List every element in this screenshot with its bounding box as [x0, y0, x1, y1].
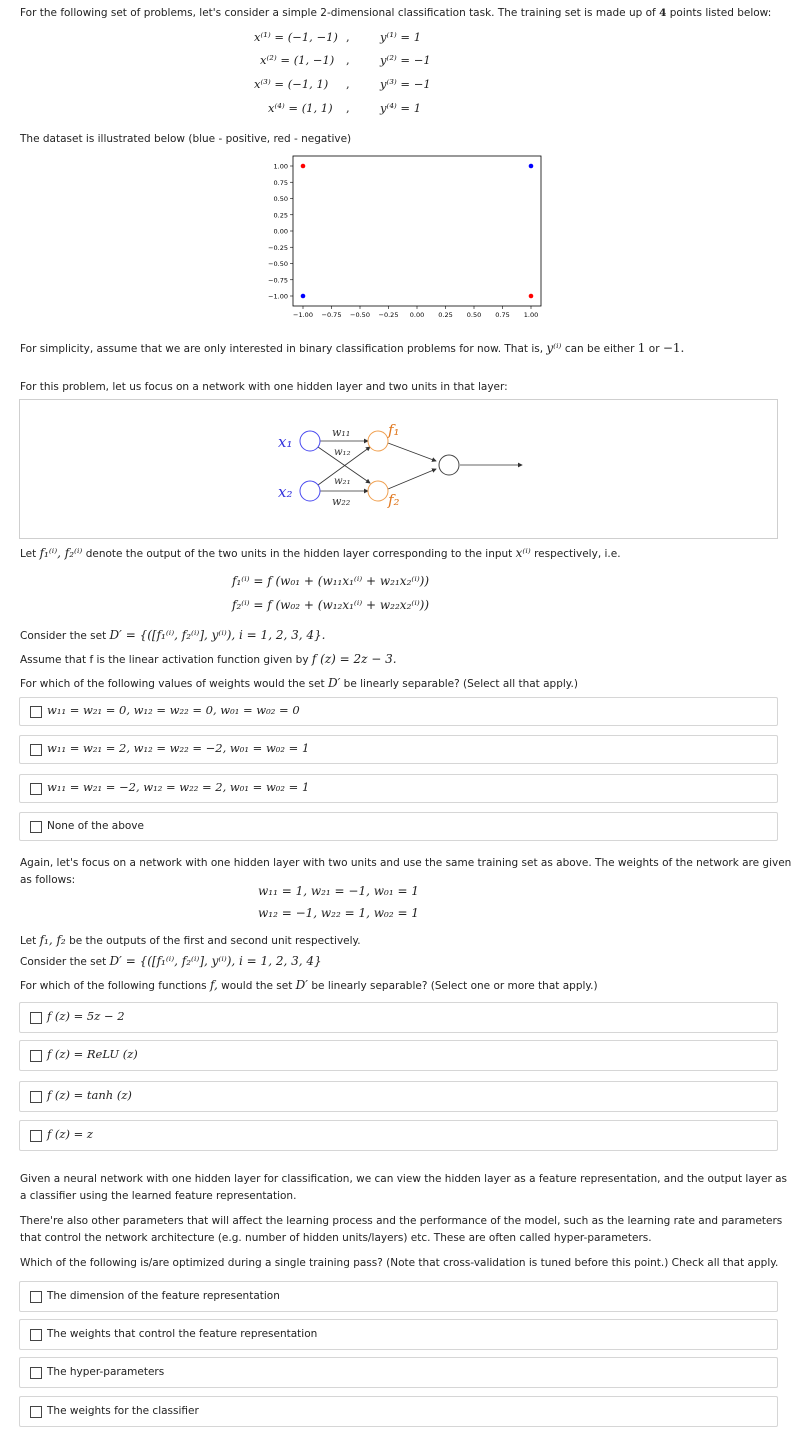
q3-option-3[interactable]	[19, 1357, 778, 1388]
q2-option-4[interactable]	[19, 1120, 778, 1151]
q2-option-1[interactable]	[19, 1002, 778, 1033]
q1-option-2[interactable]	[19, 735, 778, 764]
hyper-text-1: There're also other parameters that will affect the learning process and the performance of the model, such as the learning rate and parameters	[20, 1215, 783, 1227]
training-y-4: y⁽⁴⁾ = 1	[380, 101, 422, 115]
hidden-node-f1	[368, 431, 388, 451]
simplicity-text: For simplicity, assume that we are only interested in binary classification problems for now. That is, y⁽ⁱ⁾ can be either 1 or −1.	[20, 341, 685, 355]
q2-option-3[interactable]	[19, 1081, 778, 1112]
y-tick-label: 0.00	[273, 227, 288, 236]
q2-option-3-label: f (z) = tanh (z)	[47, 1088, 132, 1102]
let-outputs: Let f₁, f₂ be the outputs of the first and second unit respectively.	[20, 933, 361, 947]
x-tick-label: −1.00	[293, 311, 313, 319]
dataset-scatter-chart	[250, 150, 550, 330]
plot-frame	[293, 156, 541, 306]
y-tick-label: 0.75	[273, 178, 288, 187]
q1-option-2-label: w₁₁ = w₂₁ = 2, w₁₂ = w₂₂ = −2, w₀₁ = w₀₂ = 1	[47, 741, 310, 755]
input-node-x1	[300, 431, 320, 451]
x-tick-label: −0.75	[321, 311, 342, 319]
q1-option-1-label: w₁₁ = w₂₁ = 0, w₁₂ = w₂₂ = 0, w₀₁ = w₀₂ = 0	[47, 703, 300, 717]
training-x-1: x⁽¹⁾ = (−1, −1)	[254, 30, 338, 44]
intro-text: For the following set of problems, let's consider a simple 2-dimensional classification task. The training set is made up of 4 points listed below:	[20, 7, 772, 19]
intro-count: 4	[659, 7, 667, 19]
negative-point	[529, 294, 534, 299]
label-x2: x₂	[278, 483, 293, 501]
training-y-1: y⁽¹⁾ = 1	[380, 30, 422, 44]
y-tick-label: 0.50	[273, 195, 288, 203]
question-3: Which of the following is/are optimized during a single training pass? (Note that cross-validation is tuned before this point.) Check all that apply.	[20, 1257, 779, 1269]
positive-point	[301, 294, 306, 299]
label-w11: w₁₁	[332, 426, 351, 439]
q1-option-3[interactable]	[19, 774, 778, 803]
dataset-caption: The dataset is illustrated below (blue - positive, red - negative)	[20, 133, 352, 145]
input-node-x2	[300, 481, 320, 501]
network-diagram	[250, 405, 550, 535]
checkbox[interactable]	[30, 1091, 42, 1103]
let-definition: Let f₁⁽ⁱ⁾, f₂⁽ⁱ⁾ denote the output of the two units in the hidden layer corresponding to the input x⁽ⁱ⁾ respectively, i.e.	[20, 546, 621, 560]
x-tick-label: −0.25	[378, 311, 399, 319]
q2-option-2[interactable]	[19, 1040, 778, 1071]
equation-f1: f₁⁽ⁱ⁾ = f (w₀₁ + (w₁₁x₁⁽ⁱ⁾ + w₂₁x₂⁽ⁱ⁾))	[232, 574, 430, 588]
label-f1: f₁	[388, 421, 400, 439]
negative-point	[301, 164, 306, 169]
training-x-2: x⁽²⁾ = (1, −1)	[260, 53, 335, 67]
q2-option-1-label: f (z) = 5z − 2	[47, 1009, 125, 1023]
q3-option-3-label: The hyper-parameters	[47, 1366, 165, 1378]
y-tick-label: −0.50	[268, 260, 288, 268]
edge-f2-out	[388, 469, 436, 489]
checkbox[interactable]	[30, 706, 42, 718]
training-x-3: x⁽³⁾ = (−1, 1)	[254, 77, 329, 91]
y-tick-label: 1.00	[273, 162, 288, 171]
x-tick-label: 0.25	[438, 311, 453, 319]
checkbox[interactable]	[30, 1406, 42, 1418]
assume-activation: Assume that f is the linear activation function given by f (z) = 2z − 3.	[20, 652, 397, 666]
x-tick-label: 0.75	[495, 311, 510, 319]
x-tick-label: −0.50	[350, 311, 370, 319]
q1-option-3-label: w₁₁ = w₂₁ = −2, w₁₂ = w₂₂ = 2, w₀₁ = w₀₂ = 1	[47, 780, 310, 794]
checkbox[interactable]	[30, 1012, 42, 1024]
y-tick-label: −0.75	[268, 276, 288, 285]
again-text-1: Again, let's focus on a network with one hidden layer with two units and use the same training set as above. The weights of the network are given	[20, 857, 792, 869]
nn-text-2: a classifier using the learned feature representation.	[20, 1190, 297, 1202]
checkbox[interactable]	[30, 821, 42, 833]
checkbox[interactable]	[30, 1291, 42, 1303]
x-axis-ticks	[293, 306, 538, 319]
weights-row-2: w₁₂ = −1, w₂₂ = 1, w₀₂ = 1	[258, 906, 419, 920]
x-tick-label: 0.00	[409, 311, 425, 319]
x-tick-label: 1.00	[523, 311, 539, 319]
edge-f1-out	[388, 443, 436, 461]
hyper-text-2: that control the network architecture (e.g. number of hidden units/layers) etc. These are often called hyper-parameters.	[20, 1232, 652, 1244]
output-node	[439, 455, 459, 475]
question-2: For which of the following functions f, would the set D′ be linearly separable? (Select one or more that apply.)	[20, 978, 598, 992]
q3-option-2[interactable]	[19, 1319, 778, 1350]
checkbox[interactable]	[30, 1050, 42, 1062]
checkbox[interactable]	[30, 744, 42, 756]
label-w21: w₂₁	[334, 476, 351, 487]
q3-option-4-label: The weights for the classifier	[47, 1405, 199, 1417]
equation-f2: f₂⁽ⁱ⁾ = f (w₀₂ + (w₁₂x₁⁽ⁱ⁾ + w₂₂x₂⁽ⁱ⁾))	[232, 598, 430, 612]
hidden-node-f2	[368, 481, 388, 501]
q3-option-1[interactable]	[19, 1281, 778, 1312]
q1-option-4[interactable]	[19, 812, 778, 841]
consider-set-2: Consider the set D′ = {([f₁⁽ⁱ⁾, f₂⁽ⁱ⁾], y⁽ⁱ⁾), i = 1, 2, 3, 4}	[20, 954, 322, 968]
checkbox[interactable]	[30, 1367, 42, 1379]
q2-option-4-label: f (z) = z	[47, 1127, 93, 1141]
checkbox[interactable]	[30, 783, 42, 795]
checkbox[interactable]	[30, 1329, 42, 1341]
training-y-2: y⁽²⁾ = −1	[380, 53, 431, 67]
y-tick-label: −0.25	[268, 243, 288, 252]
again-text-2: as follows:	[20, 874, 76, 886]
question-1: For which of the following values of weights would the set D′ be linearly separable? (Select all that apply.)	[20, 676, 578, 690]
y-tick-label: 0.25	[273, 211, 288, 220]
weights-row-1: w₁₁ = 1, w₂₁ = −1, w₀₁ = 1	[258, 884, 419, 898]
q1-option-1[interactable]	[19, 697, 778, 726]
network-intro: For this problem, let us focus on a network with one hidden layer and two units in that layer:	[20, 381, 508, 393]
q2-option-2-label: f (z) = ReLU (z)	[47, 1047, 138, 1061]
q3-option-2-label: The weights that control the feature representation	[47, 1328, 318, 1340]
positive-point	[529, 164, 534, 169]
checkbox[interactable]	[30, 1130, 42, 1142]
y-axis-ticks	[268, 163, 293, 301]
q1-option-4-label: None of the above	[47, 820, 144, 832]
consider-set: Consider the set D′ = {([f₁⁽ⁱ⁾, f₂⁽ⁱ⁾], y⁽ⁱ⁾), i = 1, 2, 3, 4}.	[20, 628, 326, 642]
label-w22: w₂₂	[332, 495, 351, 508]
label-f2: f₂	[388, 491, 400, 509]
training-x-4: x⁽⁴⁾ = (1, 1)	[268, 101, 333, 115]
nn-text-1: Given a neural network with one hidden layer for classification, we can view the hidden layer as a feature representation, and the output layer as	[20, 1173, 788, 1185]
y-tick-label: −1.00	[268, 292, 288, 301]
x-tick-label: 0.50	[466, 311, 482, 319]
q3-option-4[interactable]	[19, 1396, 778, 1427]
label-w12: w₁₂	[334, 447, 351, 458]
label-x1: x₁	[278, 433, 293, 451]
q3-option-1-label: The dimension of the feature representation	[47, 1290, 280, 1302]
training-y-3: y⁽³⁾ = −1	[380, 77, 431, 91]
